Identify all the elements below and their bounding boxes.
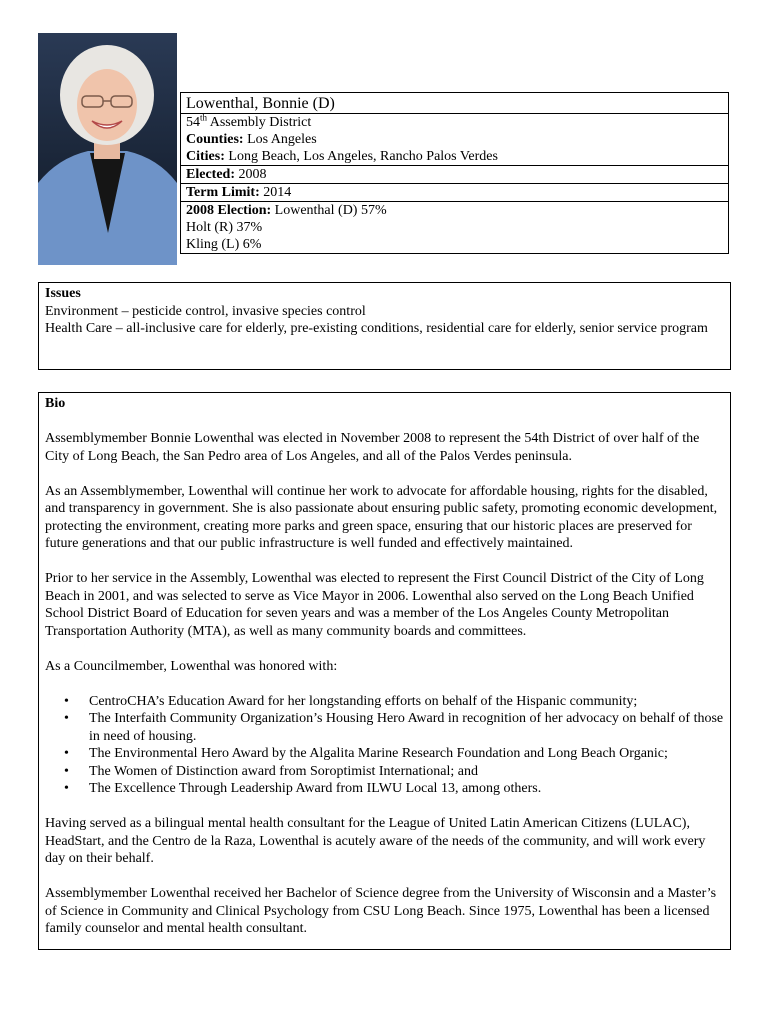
term-limit-value: 2014 xyxy=(259,185,292,200)
issue-environment: Environment – pesticide control, invasive species control xyxy=(45,303,366,319)
cities-value: Long Beach, Los Angeles, Rancho Palos Verdes xyxy=(224,149,498,164)
honor-text: The Excellence Through Leadership Award from ILWU Local 13, among others. xyxy=(89,781,542,796)
counties-value: Los Angeles xyxy=(243,132,317,147)
issue-health-care: Health Care – all-inclusive care for elderly, pre-existing conditions, residential care for elderly, senior service program xyxy=(45,321,708,336)
bio-paragraph-2: As an Assemblymember, Lowenthal will continue her work to advocate for affordable housing, rights for the disabled, and transparency in government. She is also passionate about ensuring public safety, promoting economic development, protecting the environment, creating more parks and green space, ensuring that our historic places are preserved for future generations and that our public infrastructure is well funded and effectively maintained. xyxy=(45,483,718,551)
counties-label: Counties: xyxy=(186,132,244,147)
issues-box xyxy=(38,282,731,370)
member-name: Lowenthal, Bonnie (D) xyxy=(181,93,728,114)
list-item xyxy=(45,693,724,711)
bullet: • xyxy=(64,781,69,796)
bio-paragraph-1: Assemblymember Bonnie Lowenthal was elected in November 2008 to represent the 54th District of over half of the City of Long Beach, the San Pedro area of Los Angeles, and all of the Palos Verdes peninsula. xyxy=(45,431,700,464)
district-row xyxy=(181,114,728,166)
list-item xyxy=(45,710,724,745)
cities-label: Cities: xyxy=(186,149,225,164)
bullet: • xyxy=(64,711,69,726)
election-label: 2008 Election: xyxy=(186,203,272,218)
term-limit-label: Term Limit: xyxy=(186,185,260,200)
elected-label: Elected: xyxy=(186,167,235,182)
district-suffix: th xyxy=(200,112,208,123)
bio-paragraph-3: Prior to her service in the Assembly, Lowenthal was elected to represent the First Council District of the City of Long Beach in 2001, and was selected to serve as Vice Mayor in 2006. Lowenthal also served on the Long Beach Unified School District Board of Education for seven years and was a member of the Los Angeles County Metropolitan Transportation Authority (MTA), as well as many community boards and committees. xyxy=(45,571,704,639)
bullet: • xyxy=(64,693,69,709)
profile-info-table xyxy=(180,92,729,254)
term-limit-row xyxy=(181,184,728,202)
honors-list xyxy=(45,693,724,798)
portrait-photo xyxy=(38,33,177,265)
district-number: 54 xyxy=(186,115,200,130)
bio-box xyxy=(38,392,731,950)
bio-heading: Bio xyxy=(45,396,66,411)
elected-row xyxy=(181,166,728,184)
bio-paragraph-4: As a Councilmember, Lowenthal was honored with: xyxy=(45,658,338,674)
district-text: Assembly District xyxy=(207,115,312,130)
bullet: • xyxy=(64,763,69,779)
election-result-3: Kling (L) 6% xyxy=(186,237,262,252)
bio-paragraph-6: Assemblymember Lowenthal received her Bachelor of Science degree from the University of Wisconsin and a Master’s of Science in Community and Clinical Psychology from CSU Long Beach. Since 1975, Lowenthal has been a licensed family counselor and mental health consultant. xyxy=(45,886,717,936)
bullet: • xyxy=(64,746,69,761)
elected-value: 2008 xyxy=(234,167,267,182)
list-item xyxy=(45,763,724,781)
honor-text: CentroCHA’s Education Award for her longstanding efforts on behalf of the Hispanic community; xyxy=(89,693,638,709)
list-item xyxy=(45,745,724,763)
election-row xyxy=(181,202,728,253)
issues-heading: Issues xyxy=(45,286,81,301)
election-result-1: Lowenthal (D) 57% xyxy=(271,203,387,218)
honor-text: The Environmental Hero Award by the Algalita Marine Research Foundation and Long Beach Organic; xyxy=(89,746,668,761)
honor-text: The Interfaith Community Organization’s Housing Hero Award in recognition of her advocacy on behalf of those in need of housing. xyxy=(89,711,724,744)
list-item xyxy=(45,780,724,798)
bio-paragraph-5: Having served as a bilingual mental health consultant for the League of United Latin American Citizens (LULAC), HeadStart, and the Centro de la Raza, Lowenthal is acutely aware of the needs of the community, and will work every day on their behalf. xyxy=(45,816,706,866)
honor-text: The Women of Distinction award from Soroptimist International; and xyxy=(89,763,478,779)
election-result-2: Holt (R) 37% xyxy=(186,220,263,235)
